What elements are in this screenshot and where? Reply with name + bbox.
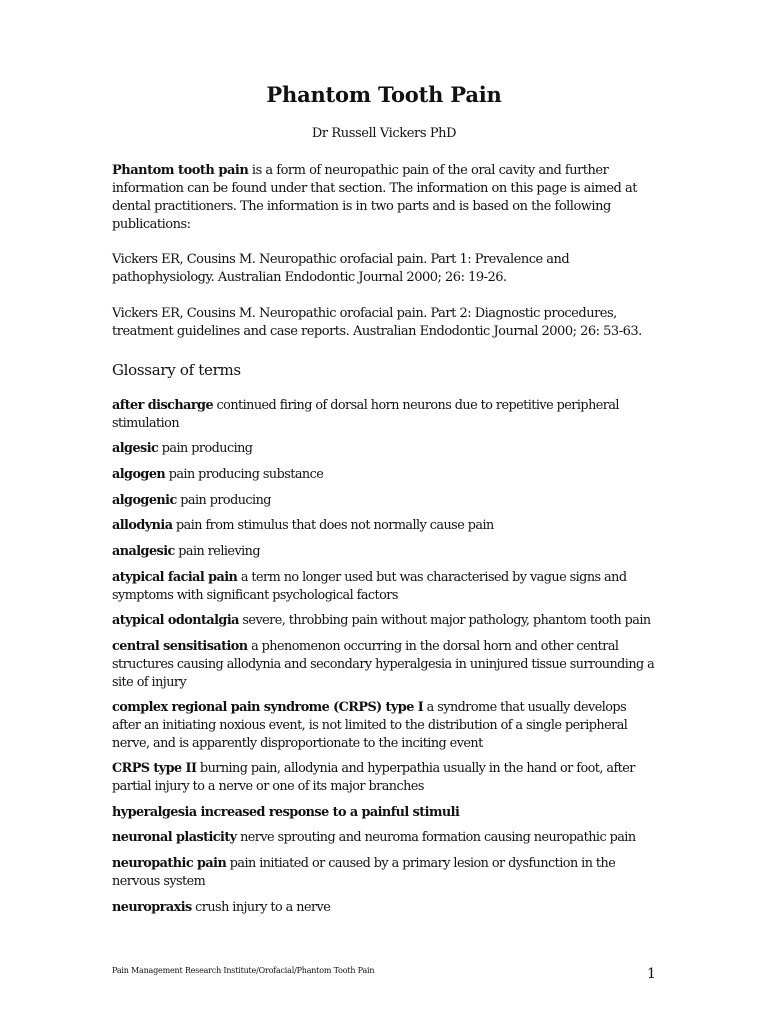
glossary-entry	[112, 492, 657, 510]
author-line: Dr Russell Vickers PhD	[311, 126, 457, 141]
glossary-entry	[112, 612, 657, 630]
page-number: 1	[647, 966, 656, 982]
glossary-definition: burning pain, allodynia and hyperpathia usually in the hand or foot, after partial injury to a nerve or one of its major branches	[112, 761, 635, 794]
glossary-entry	[112, 829, 657, 847]
glossary-term: CRPS type II	[112, 761, 197, 776]
glossary-definition: pain relieving	[174, 544, 260, 559]
reference-2: Vickers ER, Cousins M. Neuropathic orofacial pain. Part 2: Diagnostic procedures, treatment guidelines and case reports. Australian Endodontic Journal 2000; 26: 53-63.	[112, 306, 642, 339]
glossary-entry	[112, 466, 657, 484]
reference-1: Vickers ER, Cousins M. Neuropathic orofacial pain. Part 1: Prevalence and pathophysiology. Australian Endodontic Journal 2000; 26: 19-26.	[112, 252, 570, 285]
glossary-entry	[112, 699, 657, 753]
glossary-definition: pain producing	[176, 493, 271, 508]
glossary-definition: severe, throbbing pain without major pathology, phantom tooth pain	[238, 613, 651, 628]
glossary-term: after discharge	[112, 398, 214, 413]
glossary-entry	[112, 397, 657, 433]
glossary-term: central sensitisation	[112, 639, 248, 654]
glossary-entry	[112, 543, 657, 561]
glossary-entry	[112, 804, 657, 822]
glossary-term: atypical facial pain	[112, 570, 238, 585]
glossary-entry	[112, 517, 657, 535]
glossary-entry	[112, 760, 657, 796]
glossary-definition: continued firing of dorsal horn neurons due to repetitive peripheral stimulation	[112, 398, 619, 431]
glossary-term: algesic	[112, 441, 159, 456]
glossary-entry	[112, 440, 657, 458]
glossary-term: neuropraxis	[112, 900, 192, 915]
glossary-definition: pain producing	[158, 441, 253, 456]
page-title: Phantom Tooth Pain	[266, 82, 502, 107]
intro-term: Phantom tooth pain	[112, 163, 249, 178]
glossary-term: algogenic	[112, 493, 177, 508]
glossary-heading: Glossary of terms	[112, 361, 241, 379]
glossary-entry	[112, 899, 657, 917]
glossary-definition: nerve sprouting and neuroma formation causing neuropathic pain	[236, 830, 636, 845]
glossary-entry	[112, 855, 657, 891]
intro-paragraph	[112, 162, 657, 234]
glossary-term: neuronal plasticity	[112, 830, 237, 845]
glossary-term: allodynia	[112, 518, 173, 533]
glossary-term: complex regional pain syndrome (CRPS) type I	[112, 700, 424, 715]
glossary-definition: pain initiated or caused by a primary lesion or dysfunction in the nervous system	[112, 856, 616, 889]
glossary-term: algogen	[112, 467, 166, 482]
intro-text: is a form of neuropathic pain of the oral cavity and further information can be found under that section. The information on this page is aimed at dental practitioners. The information is in two parts and is based on the following publications:	[112, 163, 637, 232]
glossary-entry	[112, 569, 657, 605]
glossary-definition: a phenomenon occurring in the dorsal horn and other central structures causing allodynia and secondary hyperalgesia in uninjured tissue surrounding a site of injury	[112, 639, 655, 690]
glossary-definition: pain from stimulus that does not normally cause pain	[172, 518, 494, 533]
glossary-term: analgesic	[112, 544, 175, 559]
glossary-term: hyperalgesia increased response to a painful stimuli	[112, 805, 460, 820]
glossary-definition: a syndrome that usually develops after an initiating noxious event, is not limited to the distribution of a single peripheral nerve, and is apparently disproportionate to the inciting event	[112, 700, 628, 751]
footer-path: Pain Management Research Institute/Orofacial/Phantom Tooth Pain	[112, 966, 375, 975]
glossary-definition: pain producing substance	[165, 467, 324, 482]
glossary-definition: a term no longer used but was characterised by vague signs and symptoms with significant psychological factors	[112, 570, 627, 603]
glossary-term: atypical odontalgia	[112, 613, 239, 628]
glossary-entry	[112, 638, 657, 692]
glossary-term: neuropathic pain	[112, 856, 227, 871]
glossary-definition: crush injury to a nerve	[191, 900, 331, 915]
